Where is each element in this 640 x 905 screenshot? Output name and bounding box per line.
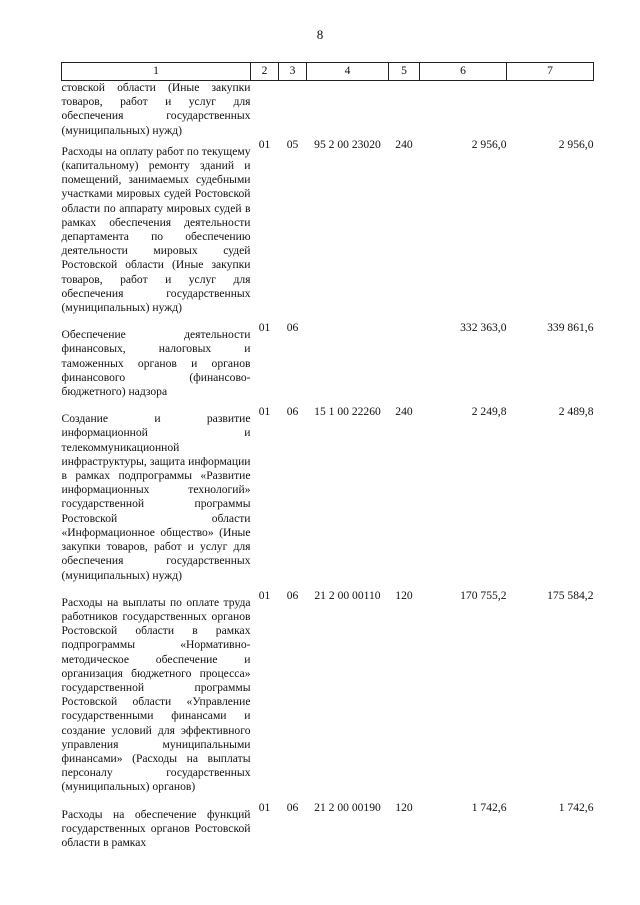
row-subsection: 05 [286,137,299,151]
row-amount-1: 332 363,0 [460,321,507,335]
row-expense-type [389,321,420,405]
row-section: 01 [258,405,271,419]
row-expense-type: 240 [395,137,413,151]
row-target-item: 21 2 00 00110 [314,588,381,602]
row-amount-1: 1 742,6 [471,800,507,814]
row-amount-1 [420,81,507,138]
row-description: Обеспечение деятельности финансовых, налоговых и таможенных органов и органов финансового (финансово-бюджетного) надзора [61,328,251,399]
row-amount-1: 2 249,8 [471,405,507,419]
column-header: 6 [420,63,507,81]
table-row [62,589,594,801]
row-target-item [307,81,389,138]
row-section [251,81,279,138]
row-amount-1: 170 755,2 [460,588,507,602]
row-subsection: 06 [286,588,299,602]
page-number: 8 [316,27,324,42]
column-header: 4 [307,63,389,81]
table-row [62,405,594,588]
row-subsection [279,81,307,138]
row-expense-type: 120 [395,588,413,602]
row-target-item: 21 2 00 00190 [314,800,381,814]
row-expense-type [389,81,420,138]
row-amount-2: 2 956,0 [558,137,594,151]
row-amount-2: 175 584,2 [547,588,594,602]
row-description: Расходы на оплату работ по текущему (капитальному) ремонту зданий и помещений, занимаемых судебными участками мировых судей Ростовской области по аппарату мировых судей в рамках обеспечения деятельности департамента по обеспечению деятельности мировых судей Ростовской области (Иные закупки товаров, работ и услуг для обеспечения государственных (муниципальных) нужд) [61,144,251,315]
row-target-item [307,321,389,405]
table-header-row [62,63,594,81]
column-header: 5 [389,63,420,81]
row-amount-2: 2 489,8 [558,405,594,419]
row-expense-type: 120 [395,800,413,814]
row-target-item: 95 2 00 23020 [314,137,381,151]
row-amount-2: 1 742,6 [558,800,594,814]
row-amount-2: 339 861,6 [547,321,594,335]
table-row [62,138,594,321]
row-description: Расходы на обеспечение функций государственных органов Ростовской области в рамках [61,807,251,849]
table-row [62,321,594,405]
row-section: 01 [258,321,271,335]
row-section: 01 [258,588,271,602]
row-section: 01 [258,800,271,814]
column-header: 3 [279,63,307,81]
row-amount-1: 2 956,0 [471,137,507,151]
row-description: Расходы на выплаты по оплате труда работников государственных органов Ростовской области в рамках подпрограммы «Нормативно-методическое обеспечение и организация бюджетного процесса» государственной программы Ростовской области «Управление государственными финансами и создание условий для эффективного управления муниципальными финансами» (Расходы на выплаты персоналу государственных (муниципальных) органов) [61,595,251,794]
column-header: 2 [251,63,279,81]
row-description: Создание и развитие информационной и телекоммуникационной инфраструктуры, защита информации в рамках подпрограммы «Развитие информационных технологий» государственной программы Ростовской области «Информационное общество» (Иные закупки товаров, работ и услуг для обеспечения государственных (муниципальных) нужд) [61,412,251,582]
row-description: стовской области (Иные закупки товаров, работ и услуг для обеспечения государственных (муниципальных) нужд) [61,81,251,137]
row-amount-2 [507,81,594,138]
row-expense-type: 240 [395,405,413,419]
row-target-item: 15 1 00 22260 [314,405,381,419]
table-row [62,81,594,138]
table-row [62,801,594,857]
budget-table [61,62,594,856]
row-section: 01 [258,137,271,151]
column-header: 1 [62,63,251,81]
column-header: 7 [507,63,594,81]
row-subsection: 06 [286,800,299,814]
row-subsection: 06 [286,405,299,419]
row-subsection: 06 [286,321,299,335]
